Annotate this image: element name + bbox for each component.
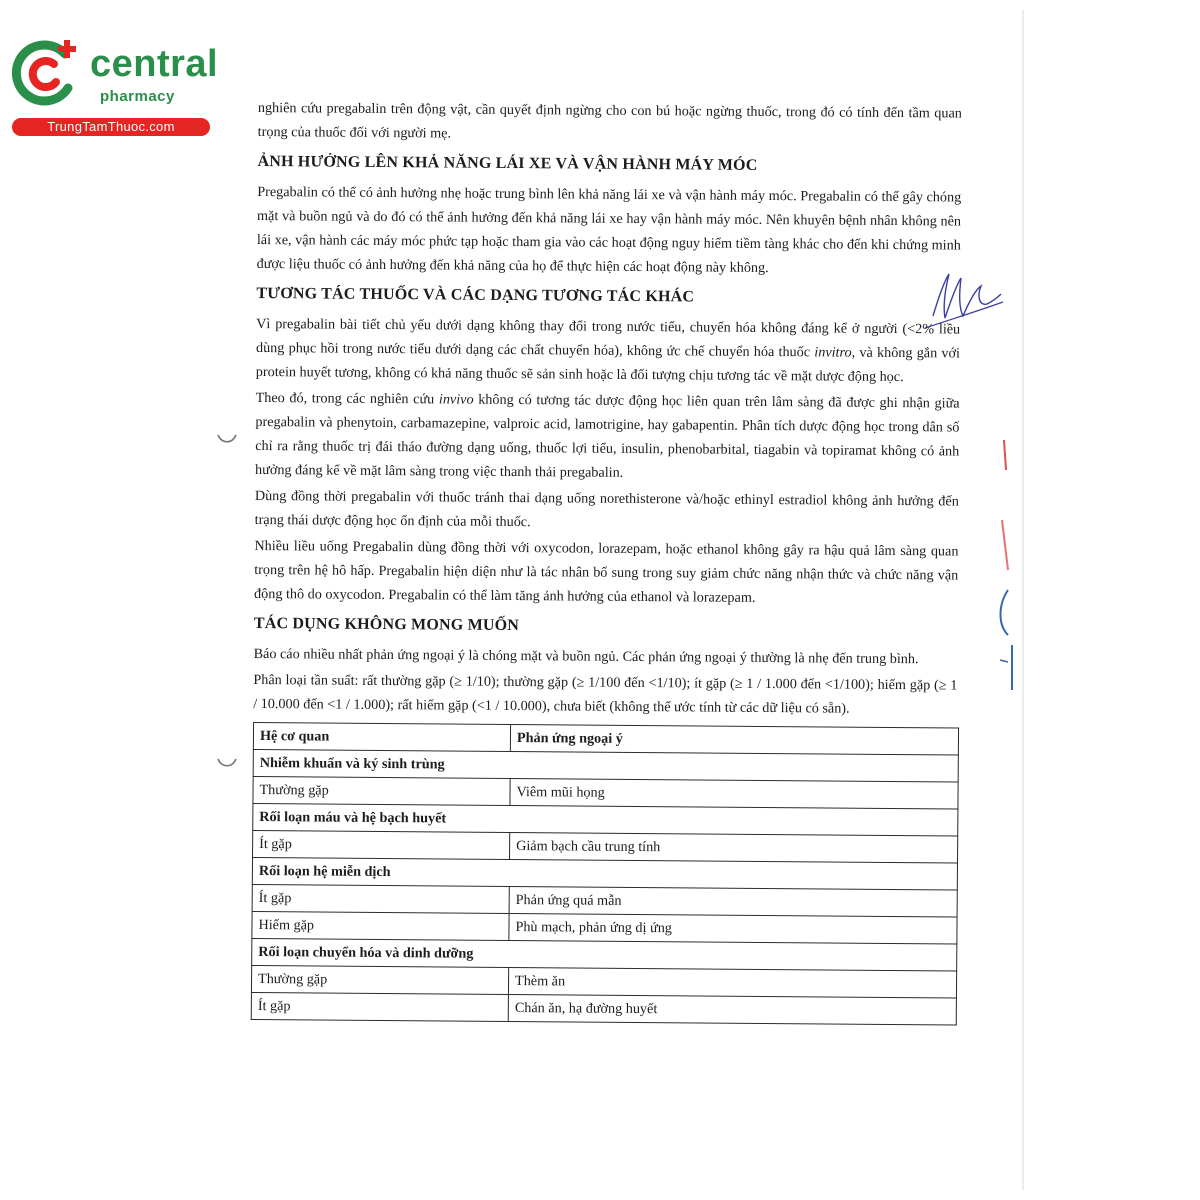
central-pharmacy-logo-icon [10,38,84,108]
frequency-cell: Hiếm gặp [252,911,509,940]
frequency-cell: Thường gặp [253,776,510,805]
frequency-cell: Ít gặp [253,830,510,859]
interactions-paragraph-1 [256,312,961,390]
text-run: Theo đó, trong các nghiên cứu [255,389,439,408]
header-cell-organ-system: Hệ cơ quan [253,722,510,751]
group-cell: Rối loạn máu và hệ bạch huyết [253,803,958,836]
frequency-cell: Ít gặp [251,992,508,1021]
interactions-paragraph-3: Dùng đồng thời pregabalin với thuốc tránh thai dạng uống norethisterone và/hoặc ethinyl estradiol không ảnh hưởng đến trạng thái dược động học ổn định của mỗi thuốc. [254,487,959,531]
group-cell: Rối loạn hệ miễn dịch [252,857,957,890]
brand-logo [10,38,219,138]
table-row [251,992,956,1025]
reaction-cell: Thèm ăn [508,967,956,998]
adverse-reactions-table [251,722,959,1026]
section-heading-adverse: TÁC DỤNG KHÔNG MONG MUỐN [253,614,520,635]
interactions-paragraph-4: Nhiều liều uống Pregabalin dùng đồng thời với oxycodon, lorazepam, hoặc ethanol không gây ra hậu quả lâm sàng quan trọng trên hệ hô hấp. Pregabalin hiện diện như là tác nhân bổ sung trong suy giảm chức năng nhận thức và chức năng vận động thô do oxycodon. Pregabalin có thể làm tăng ảnh hưởng của ethanol và lorazepam. [254,537,959,606]
text-run: , và không gắn với protein huyết tương, không có khả năng thuốc sẽ sản sinh hoặc là đối tượng chịu tương tác về mặt dược động học. [255,344,961,386]
frequency-cell: Ít gặp [252,884,509,913]
adverse-paragraph-2: Phân loại tần suất: rất thường gặp (≥ 1/10); thường gặp (≥ 1/100 đến <1/10); ít gặp (≥ 1 / 1.000 đến <1/100); hiếm gặp (≥ 1 / 10.000 đến <1 / 1.000); rất hiếm gặp (<1 / 10.000), chưa biết (không thể ước tính từ các dữ liệu có sẵn). [253,671,958,717]
reaction-cell: Phù mạch, phản ứng dị ứng [509,913,957,944]
group-cell: Rối loạn chuyển hóa và dinh dưỡng [252,938,957,971]
adverse-paragraph-1: Báo cáo nhiều nhất phản ứng ngoại ý là chóng mặt và buồn ngủ. Các phản ứng ngoại ý thường là nhẹ đến trung bình. [253,645,919,668]
reaction-cell: Giảm bạch cầu trung tính [510,832,958,863]
reaction-cell: Chán ăn, hạ đường huyết [508,994,956,1025]
logo-site-url: TrungTamThuoc.com [12,118,210,136]
italic-term: invitro [814,344,852,361]
italic-term: invivo [438,391,474,408]
reaction-cell: Phản ứng quá mẫn [509,886,957,917]
punch-hole-mark [216,432,238,446]
text-run: không có tương tác dược động học liên quan trên lâm sàng đã được ghi nhận giữa pregabalin và phenytoin, carbamazepine, valproic acid, lamotrigine, hay gabapentin. Phân tích dược động học trong dân số chỉ ra rằng thuốc trị đái tháo đường dạng uống, thuốc lợi tiểu, insulin, phenobarbital, tiagabin và topiramat không có ảnh hưởng đáng kể về mặt lâm sàng trong việc thanh thải pregabalin. [254,391,960,481]
document-body [251,96,962,1026]
logo-brand-name: central [90,43,219,85]
page-edge [1022,10,1024,1190]
side-stamp-fragment [990,430,1020,700]
reaction-cell: Viêm mũi họng [510,779,958,810]
frequency-cell: Thường gặp [251,965,508,994]
section-heading-driving: ẢNH HƯỞNG LÊN KHẢ NĂNG LÁI XE VÀ VẬN HÀNH MÁY MÓC [257,152,758,174]
logo-subtitle: pharmacy [100,88,175,105]
section-heading-interactions: TƯƠNG TÁC THUỐC VÀ CÁC DẠNG TƯƠNG TÁC KHÁC [256,284,695,306]
intro-paragraph: nghiên cứu pregabalin trên động vật, cần quyết định ngừng cho con bú hoặc ngừng thuốc, trong đó có tính đến tầm quan trọng của thuốc đối với người mẹ. [257,99,962,142]
header-cell-reaction: Phản ứng ngoại ý [510,725,958,756]
punch-hole-mark [216,756,238,770]
group-cell: Nhiễm khuẩn và ký sinh trùng [253,749,958,782]
text-run: Vì pregabalin bài tiết chủ yếu dưới dạng không thay đổi trong nước tiểu, chuyển hóa không đáng kể ở người (<2% liều dùng phục hồi trong nước tiểu dưới dạng các chất chuyển hóa), không ức chế chuyển hóa thuốc [255,315,961,361]
interactions-paragraph-2 [255,386,960,488]
driving-paragraph: Pregabalin có thể có ảnh hưởng nhẹ hoặc trung bình lên khả năng lái xe và vận hành máy móc. Pregabalin có thể gây chóng mặt và buồn ngủ và do đó có thể ảnh hưởng đến khả năng lái xe hay vận hành máy móc. Nên khuyên bệnh nhân không nên lái xe, vận hành các máy móc phức tạp hoặc tham gia vào các hoạt động nguy hiểm tiềm tàng khác cho đến khi chứng minh được liệu thuốc có ảnh hưởng đến khả năng của họ để thực hiện các hoạt động này không. [256,183,962,277]
